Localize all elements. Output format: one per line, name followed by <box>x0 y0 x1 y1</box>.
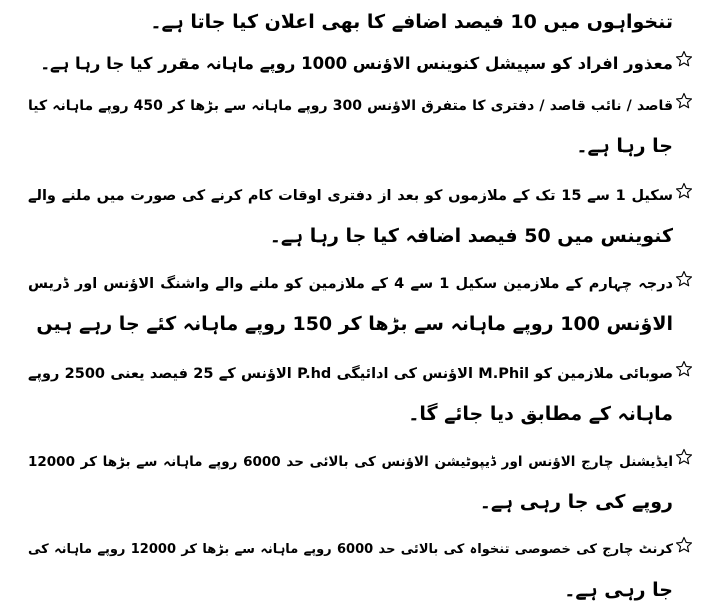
text-line: ماہانہ کے مطابق دیا جائے گا۔ <box>408 403 673 425</box>
text-line: جا رہا ہے۔ <box>576 135 673 157</box>
star-icon <box>675 92 693 110</box>
text-line: ایڈیشنل چارج الاؤنس اور ڈیپوٹیشن الاؤنس کی بالائی حد 6000 روپے ماہانہ سے بڑھا کر 12000 <box>28 454 673 470</box>
text-line: کنوینس میں 50 فیصد اضافہ کیا جا رہا ہے۔ <box>269 225 673 247</box>
star-icon <box>675 448 693 466</box>
list-item <box>28 530 673 610</box>
list-item <box>28 442 673 522</box>
text-line: جا رہی ہے۔ <box>564 579 673 601</box>
star-icon <box>675 182 693 200</box>
list-item <box>28 264 673 344</box>
list-item <box>28 2 673 42</box>
list-item <box>28 86 673 166</box>
text-line: معذور افراد کو سپیشل کنوینس الاؤنس 1000 روپے ماہانہ مقرر کیا جا رہا ہے۔ <box>40 54 673 73</box>
star-icon <box>675 360 693 378</box>
list-item <box>28 354 673 434</box>
star-icon <box>675 270 693 288</box>
text-line: درجہ چہارم کے ملازمین سکیل 1 سے 4 کے ملازمین کو ملنے والے واشنگ الاؤنس اور ڈریس <box>28 276 673 292</box>
star-icon <box>675 536 693 554</box>
text-line: الاؤنس 100 روپے ماہانہ سے بڑھا کر 150 روپے ماہانہ کئے جا رہے ہیں <box>36 313 673 335</box>
text-line: صوبائی ملازمین کو M.Phil الاؤنس کی ادائیگی P.hd الاؤنس کے 25 فیصد یعنی 2500 روپے <box>28 366 673 382</box>
text-line: کرنٹ چارج کی خصوصی تنخواہ کی بالائی حد 6000 روپے ماہانہ سے بڑھا کر 12000 روپے ماہانہ کی <box>28 542 673 557</box>
text-line: سکیل 1 سے 15 تک کے ملازموں کو بعد از دفتری اوقات کام کرنے کی صورت میں ملنے والے <box>28 188 673 204</box>
list-item <box>28 176 673 256</box>
list-item <box>28 44 673 84</box>
text-line: روپے کی جا رہی ہے۔ <box>479 491 673 513</box>
star-icon <box>675 50 693 68</box>
text-line: تنخواہوں میں 10 فیصد اضافے کا بھی اعلان کیا جاتا ہے۔ <box>150 11 673 33</box>
text-line: قاصد / نائب قاصد / دفتری کا متفرق الاؤنس 300 روپے ماہانہ سے بڑھا کر 450 روپے ماہانہ کیا <box>28 98 673 114</box>
